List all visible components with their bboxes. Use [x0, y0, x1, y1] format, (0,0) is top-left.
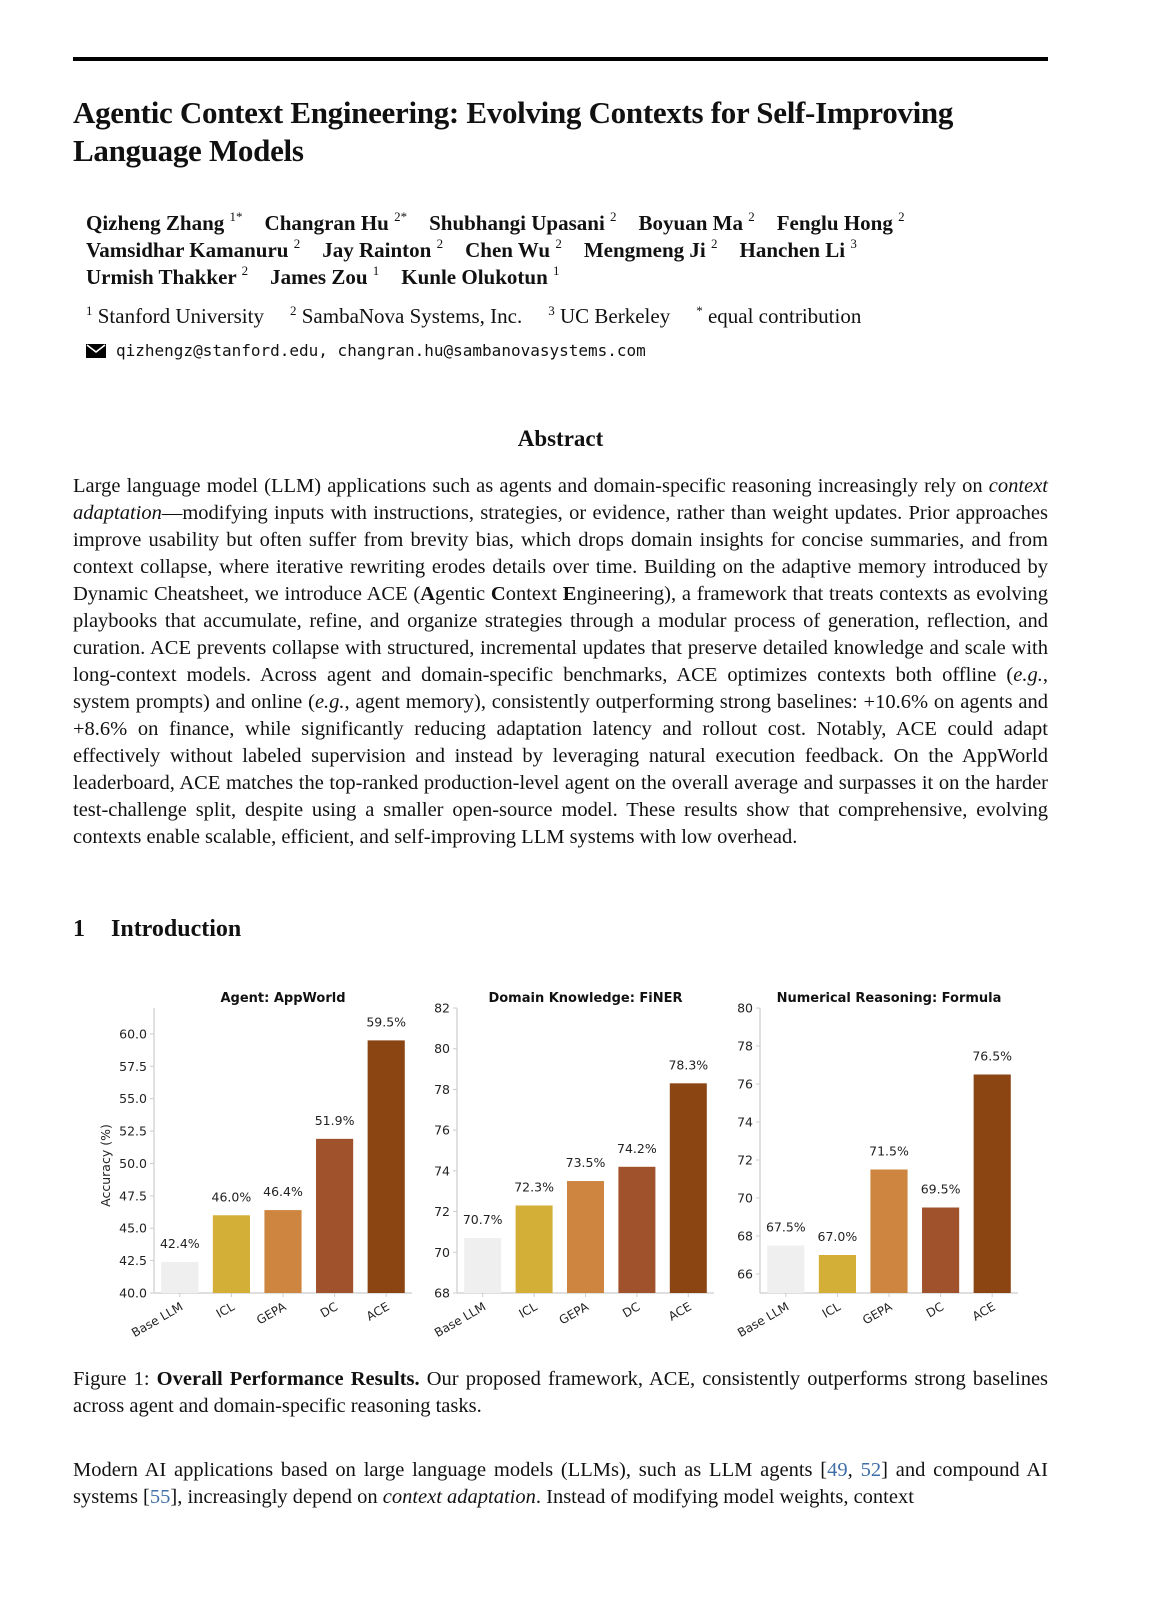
author-name: Chen Wu $^2$ [465, 236, 562, 262]
author-name: Vamsidhar Kamanuru $^2$ [86, 236, 301, 262]
y-tick-label: 80 [737, 1000, 753, 1016]
bar [567, 1181, 604, 1293]
y-tick-label: 76 [737, 1076, 753, 1092]
citation-link[interactable]: 55 [149, 1486, 171, 1508]
bar-value-label: 76.5% [972, 1048, 1013, 1064]
author-affiliation-mark: 2 [293, 236, 301, 251]
abstract-text: Large language model (LLM) applications such as agents and domain-specific reasoning increasingly rely on [73, 475, 989, 497]
chart-title: Numerical Reasoning: Formula [776, 991, 1002, 1006]
bar [316, 1139, 353, 1293]
author-affiliation-mark: 3 [850, 236, 857, 251]
abstract-emphasis: e.g. [1013, 664, 1043, 686]
author-name: Changran Hu $^{2*}$ [264, 209, 408, 235]
x-tick-label: Base LLM [129, 1299, 186, 1340]
bar [464, 1238, 501, 1293]
y-tick-label: 78 [737, 1038, 753, 1054]
citation-link[interactable]: 52 [860, 1459, 882, 1481]
caption-title: Overall Performance Results. [156, 1368, 420, 1390]
author-name: Mengmeng Ji $^2$ [583, 236, 718, 262]
bar-value-label: 70.7% [462, 1212, 503, 1228]
author-affiliation-mark: 2 [748, 209, 755, 224]
y-tick-label: 72 [434, 1204, 450, 1220]
abstract-body [73, 473, 1048, 851]
author-name: Urmish Thakker $^2$ [86, 263, 249, 289]
header-rule [73, 57, 1048, 61]
x-tick-label: DC [317, 1299, 341, 1321]
bar [213, 1215, 250, 1293]
y-tick-label: 66 [737, 1266, 753, 1282]
x-tick-label: DC [620, 1299, 643, 1321]
x-tick-label: ICL [819, 1299, 843, 1321]
y-tick-label: 74 [434, 1163, 450, 1179]
y-tick-label: 70 [737, 1190, 753, 1206]
y-tick-label: 57.5 [119, 1058, 147, 1074]
author-affiliation-mark: 1* [229, 209, 243, 224]
x-tick-label: ACE [969, 1299, 998, 1324]
section-number: 1 [73, 916, 85, 942]
section-heading [73, 916, 241, 943]
x-tick-label: ICL [213, 1299, 237, 1321]
bar-value-label: 46.4% [263, 1184, 303, 1200]
bar [516, 1205, 553, 1293]
bar-value-label: 59.5% [366, 1014, 407, 1030]
acronym-letter: E [562, 583, 577, 605]
y-tick-label: 40.0 [119, 1285, 147, 1301]
acronym-rest: ngineering [576, 583, 665, 605]
affiliations [86, 303, 887, 329]
bar-value-label: 72.3% [514, 1179, 554, 1195]
y-tick-label: 55.0 [119, 1091, 147, 1107]
author-affiliation-mark: 2 [711, 236, 718, 251]
abstract-text: —modifying inputs with instructions, strategies, or evidence, rather than weight updates. Prior approaches improve usability but often suffer from brevity bias, which drops domain insights for concise summaries, and from context collapse, where iterative rewriting erodes details over time. Building on the adaptive memory introduced by Dynamic Cheatsheet, we introduce ACE ( [73, 502, 1048, 605]
bar-value-label: 78.3% [668, 1057, 709, 1073]
body-text: Modern AI applications based on large language models (LLMs), such as LLM agents [ [73, 1459, 828, 1481]
abstract-text: , agent memory), consistently outperforming strong baselines: +10.6% on agents and +8.6% on finance, while significantly reducing adaptation latency and rollout cost. Notably, ACE could adapt effectively without labeled supervision and instead by leveraging natural execution feedback. On the AppWorld leaderboard, ACE matches the top-ranked production-level agent on the overall average and surpasses it on the harder test-challenge split, despite using a smaller open-source model. These results show that comprehensive, evolving contexts enable scalable, efficient, and self-improving LLM systems with low overhead. [73, 691, 1048, 848]
author-name: Qizheng Zhang $^{1*}$ [86, 209, 243, 235]
x-tick-label: GEPA [860, 1299, 895, 1328]
author-name: James Zou $^1$ [270, 263, 380, 289]
bar-value-label: 73.5% [565, 1155, 606, 1171]
author-name: Fenglu Hong $^2$ [776, 209, 905, 235]
author-affiliation-mark: 1 [372, 263, 380, 278]
y-tick-label: 76 [434, 1122, 450, 1138]
y-tick-label: 47.5 [119, 1188, 147, 1204]
acronym-letter: C [490, 583, 506, 605]
affiliation: * equal contribution [696, 303, 862, 328]
y-tick-label: 72 [737, 1152, 753, 1168]
author-name: Boyuan Ma $^2$ [638, 209, 755, 235]
bar-value-label: 51.9% [314, 1112, 355, 1128]
x-tick-label: ACE [666, 1299, 694, 1324]
bar-value-label: 67.5% [765, 1219, 806, 1235]
author-list [86, 210, 1046, 291]
author-affiliation-mark: 2* [394, 209, 408, 224]
y-tick-label: 70 [434, 1244, 450, 1260]
section-title: Introduction [111, 916, 242, 942]
y-axis-label: Accuracy (%) [98, 1124, 113, 1207]
intro-paragraph [73, 1457, 1048, 1511]
figure-1 [90, 980, 1040, 1350]
author-affiliation-mark: 2 [610, 209, 617, 224]
x-tick-label: ICL [516, 1299, 540, 1321]
author-name: Hanchen Li $^3$ [739, 236, 857, 262]
citation-link[interactable]: 49 [827, 1459, 848, 1481]
author-affiliation-mark: 1 [553, 263, 560, 278]
y-tick-label: 68 [434, 1285, 450, 1301]
x-tick-label: DC [923, 1299, 947, 1321]
abstract-text: ), a framework that treats contexts as evolving playbooks that accumulate, refine, and organize strategies through a modular process of generation, reflection, and curation. ACE prevents collapse with structured, incremental updates that preserve detailed knowledge and scale with long-context models. Across agent and domain-specific benchmarks, ACE optimizes contexts both offline ( [73, 583, 1048, 686]
author-affiliation-mark: 2 [898, 209, 905, 224]
acronym-letter: A [420, 583, 436, 605]
caption-text: Our proposed framework, ACE, consistently outperforms strong baselines across agent and domain-specific reasoning tasks. [73, 1368, 1049, 1417]
bar-value-label: 67.0% [817, 1229, 858, 1244]
y-tick-label: 80 [434, 1041, 450, 1057]
email-addresses[interactable]: qizhengz@stanford.edu, changran.hu@sambanovasystems.com [116, 341, 646, 360]
contact-emails [86, 340, 646, 362]
bar [870, 1170, 907, 1294]
bar-value-label: 42.4% [159, 1235, 200, 1251]
abstract-emphasis: e.g. [314, 691, 345, 713]
y-tick-label: 60.0 [119, 1026, 147, 1042]
author-name: Shubhangi Upasani $^2$ [429, 209, 617, 235]
body-text: , [847, 1459, 861, 1481]
acronym-rest: gentic [435, 583, 491, 605]
body-text: . Instead of modifying model weights, context [535, 1486, 914, 1508]
author-affiliation-mark: 2 [436, 236, 444, 251]
author-affiliation-mark: 2 [241, 263, 249, 278]
affiliation: $^1$ Stanford University [86, 303, 264, 328]
affiliation: $^3$ UC Berkeley [548, 303, 671, 328]
abstract-text: , system prompts) and online ( [73, 664, 1048, 713]
body-emphasis: context adaptation [382, 1486, 536, 1508]
acronym-rest: ontext [505, 583, 563, 605]
y-tick-label: 68 [737, 1228, 753, 1244]
author-affiliation-mark: 2 [555, 236, 562, 251]
figure-caption [73, 1366, 1048, 1420]
y-tick-label: 42.5 [119, 1253, 147, 1269]
bar-value-label: 69.5% [920, 1181, 961, 1197]
bar [618, 1167, 655, 1293]
bar [264, 1210, 301, 1293]
y-tick-label: 78 [434, 1081, 450, 1097]
x-tick-label: GEPA [254, 1299, 289, 1328]
paper-title: Agentic Context Engineering: Evolving Contexts for Self-Improving Language Models [73, 95, 954, 168]
author-name: Jay Rainton $^2$ [322, 236, 444, 262]
bar-charts [90, 980, 1040, 1350]
author-name: Kunle Olukotun $^1$ [401, 263, 560, 289]
body-text: ], increasingly depend on [170, 1486, 383, 1508]
y-tick-label: 50.0 [119, 1155, 147, 1171]
abstract-heading: Abstract [517, 426, 604, 451]
y-tick-label: 82 [434, 1000, 450, 1016]
abstract-emphasis: context adaptation [73, 475, 1048, 524]
bar [670, 1083, 707, 1293]
affiliation: $^2$ SambaNova Systems, Inc. [289, 303, 523, 328]
bar-value-label: 71.5% [869, 1143, 909, 1159]
bar-value-label: 74.2% [617, 1140, 657, 1156]
x-tick-label: ACE [363, 1299, 392, 1324]
bar [922, 1208, 959, 1294]
bar [161, 1262, 198, 1293]
chart-title: Agent: AppWorld [220, 991, 346, 1006]
bar-value-label: 46.0% [211, 1189, 252, 1205]
x-tick-label: Base LLM [735, 1299, 792, 1340]
bar [368, 1040, 405, 1293]
chart-title: Domain Knowledge: FiNER [488, 991, 683, 1006]
x-tick-label: GEPA [556, 1299, 591, 1328]
x-tick-label: Base LLM [432, 1299, 489, 1340]
caption-label: Figure 1: [73, 1368, 157, 1390]
body-text: ] and compound AI systems [ [73, 1459, 1048, 1508]
y-tick-label: 45.0 [119, 1220, 147, 1236]
bar [819, 1255, 856, 1293]
y-tick-label: 74 [737, 1114, 753, 1130]
y-tick-label: 52.5 [119, 1123, 147, 1139]
bar [974, 1075, 1011, 1294]
envelope-icon [86, 344, 106, 358]
bar [767, 1246, 804, 1294]
